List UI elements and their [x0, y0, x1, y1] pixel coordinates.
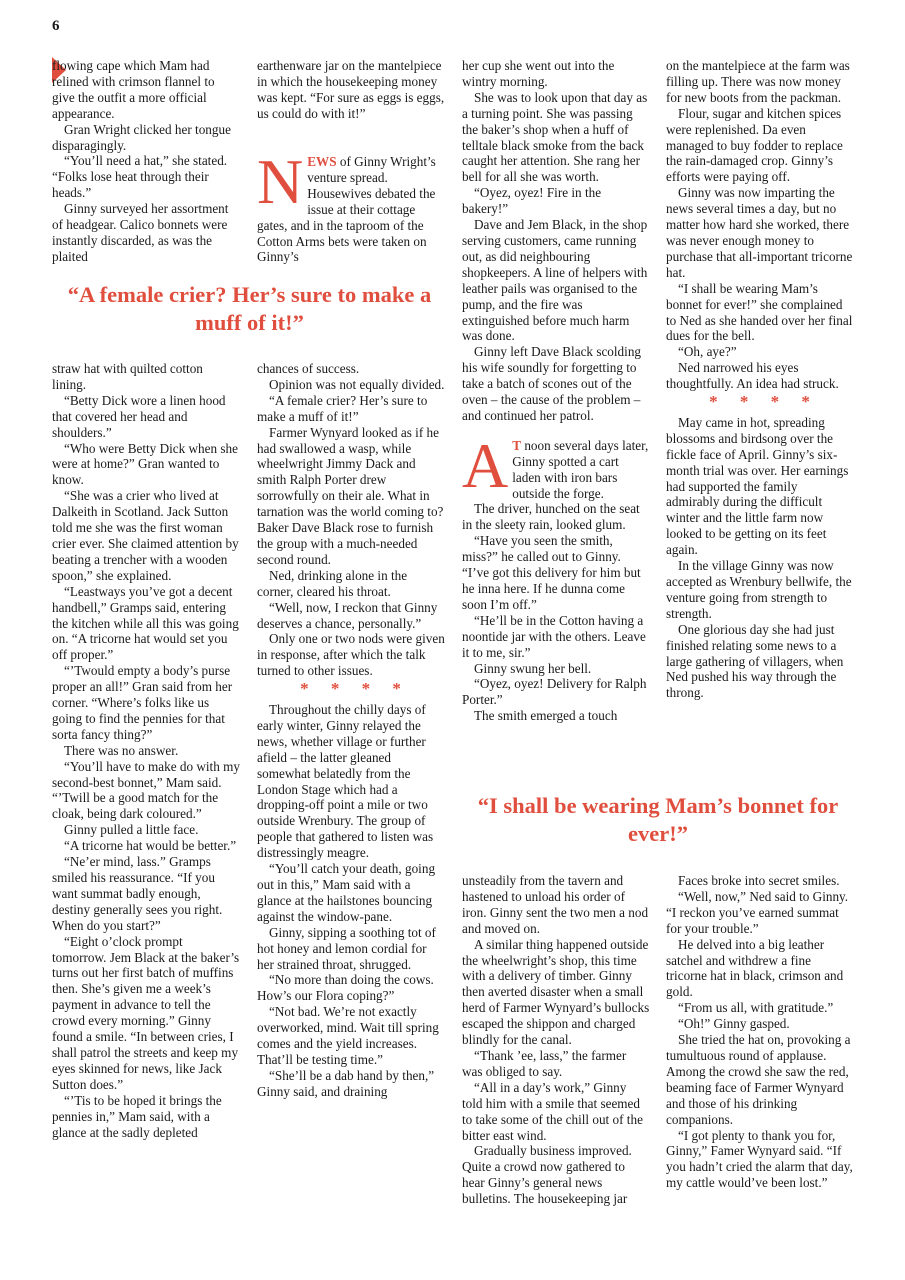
paragraph: Ginny surveyed her assortment of headgear. Calico bonnets were instantly discarded, as was the plaited: [52, 201, 229, 264]
paragraph: Gradually business improved. Quite a crowd now gathered to hear Ginny’s general news bulletins. The housekeeping jar: [462, 1143, 632, 1207]
paragraph: “Betty Dick wore a linen hood that covered her head and shoulders.”: [52, 392, 226, 440]
paragraph: There was no answer.: [64, 742, 179, 758]
paragraph: “He’ll be in the Cotton having a noontide jar with the others. Leave it to me, sir.”: [462, 612, 646, 660]
paragraph: Farmer Wynyard looked as if he had swallowed a wasp, while wheelwright Jimmy Dack and smith Ralph Porter drew sorrowfully on their ale. What in tarnation was the world coming to? Baker Dave Black rose to furnish the group with a much-needed second round.: [257, 424, 444, 567]
paragraph: “I shall be wearing Mam’s bonnet for ever!” she complained to Ned as she handed over her final dues for the bell.: [666, 280, 853, 344]
dropcap-paragraph-2: [462, 429, 650, 502]
paragraph: on the mantelpiece at the farm was filling up. There was now money for new boots from the packman.: [666, 58, 850, 105]
column-4-top: [666, 58, 854, 701]
pull-quote: [52, 281, 447, 337]
column-4-top-text: [666, 58, 854, 392]
paragraph: “Who were Betty Dick when she were at home?” Gran wanted to know.: [52, 440, 238, 488]
paragraph: chances of success.: [257, 361, 360, 376]
paragraph: flowing cape which Mam had relined with crimson flannel to give the outfit a more official appearance.: [52, 58, 215, 121]
column-2-middle-text: [257, 361, 445, 679]
paragraph: “’Twould empty a body’s purse proper an all!” Gran said from her corner. “Where’s folks like us going to find the pennies for that sorta fancy thing?”: [52, 663, 233, 742]
drop-cap-word: EWS: [307, 154, 337, 169]
paragraph: “Oyez, oyez! Fire in the bakery!”: [462, 185, 602, 217]
paragraph: Flour, sugar and kitchen spices were replenished. Da even managed to buy fodder to replace the rain-damaged crop. Ginny’s efforts were paying off.: [666, 105, 843, 185]
column-3-middle-text: [462, 501, 650, 724]
paragraph: “All in a day’s work,” Ginny told him with a smile that seemed to take some of the chill out of the bitter east wind.: [462, 1079, 643, 1143]
paragraph: “’Tis to be hoped it brings the pennies in,” Mam said, with a glance at the sadly depleted: [52, 1092, 222, 1140]
paragraph: “Well, now, I reckon that Ginny deserves a chance, personally.”: [257, 599, 438, 631]
paragraph: One glorious day she had just finished relating some news to a large gathering of villagers, when Ned pushed his way through the throng.: [666, 621, 844, 701]
paragraph: The driver, hunched on the seat in the sleety rain, looked glum.: [462, 501, 640, 533]
pull-quote-2-text: “I shall be wearing Mam’s bonnet for ever!”: [477, 793, 839, 846]
paragraph: Faces broke into secret smiles.: [678, 873, 840, 888]
column-4-middle-text: [666, 415, 854, 701]
section-break-stars-2: * * * *: [709, 392, 819, 412]
paragraph: Ned narrowed his eyes thoughtfully. An idea had struck.: [666, 360, 839, 392]
page-number: 6: [52, 18, 60, 34]
paragraph: “A tricorne hat would be better.”: [64, 838, 237, 854]
paragraph: “Have you seen the smith, miss?” he called out to Ginny. “I’ve got this delivery for him but he inna here. If he dunna come soon I’m off.”: [462, 533, 641, 612]
paragraph: “Thank ’ee, lass,” the farmer was obliged to say.: [462, 1047, 627, 1079]
column-1-top: [52, 58, 240, 265]
paragraph: earthenware jar on the mantelpiece in which the housekeeping money was kept. “For sure as eggs is eggs, us could do with it!”: [257, 58, 445, 121]
paragraph: “Not bad. We’re not exactly overworked, mind. Wait till spring comes and the yield increases. That’ll be testing time.”: [257, 1004, 439, 1067]
paragraph: her cup she went out into the wintry morning.: [462, 58, 615, 89]
paragraph: “Eight o’clock prompt tomorrow. Jem Black at the baker’s turns out her first batch of muffins then. She’s given me a week’s payment in advance to tell the crowd every morning.” Ginny found a smile. “In between cries, I shall patrol the streets and keep my eyes skinned for news, like Jack Sutton does.”: [52, 933, 240, 1092]
paragraph: “Oh, aye?”: [678, 344, 737, 360]
paragraph: “Oh!” Ginny gasped.: [678, 1016, 790, 1032]
paragraph: Throughout the chilly days of early winter, Ginny relayed the news, whether village or further afield – the latter gleaned somewhat belatedly from the London Stage which had a dropping-off point a mile or two outside Wrenbury. The group of people that gathered to listen was distressingly meagre.: [257, 702, 434, 861]
column-2-middle: [257, 361, 445, 1100]
paragraph: Gran Wright clicked her tongue disparagingly.: [52, 121, 231, 153]
paragraph: “You’ll need a hat,” she stated. “Folks lose heat through their heads.”: [52, 153, 228, 201]
paragraph: Ginny pulled a little face.: [64, 822, 199, 838]
paragraph: “She was a crier who lived at Dalkeith in Scotland. Jack Sutton told me she was the first woman crier ever. She claimed attention by beating a trencher with a wooden spoon,” she explained.: [52, 488, 239, 583]
paragraph: She tried the hat on, provoking a tumultuous round of applause. Among the crowd she saw the red, beaming face of Farmer Wynyard and those of his drinking companions.: [666, 1032, 851, 1127]
paragraph: Ginny, sipping a soothing tot of hot honey and lemon cordial for her strained throat, shrugged.: [257, 924, 436, 972]
column-3-bottom: [462, 873, 650, 1207]
dropcap-paragraph-text: of Ginny Wright’s venture spread. Housewives debated the issue at their cottage gates, and in the taproom of the Cotton Arms bets were taken on Ginny’s: [257, 154, 436, 265]
paragraph: “You’ll have to make do with my second-best bonnet,” Mam said. “’Twill be a good match for the cloak, being dark coloured.”: [52, 758, 240, 822]
paragraph: Dave and Jem Black, in the shop serving customers, came running out, as did neighbouring shopkeepers. A line of helpers with leather pails was organised to the pump, and the fire was extinguished before much harm was done.: [462, 217, 648, 344]
paragraph: “A female crier? Her’s sure to make a muff of it!”: [257, 392, 428, 424]
column-3-top-text: [462, 58, 650, 424]
drop-cap-word-2: T: [512, 437, 522, 453]
column-2-top: [257, 58, 445, 122]
paragraph: “You’ll catch your death, going out in this,” Mam said with a glance at the hailstones bouncing against the window-pane.: [257, 861, 436, 924]
column-2-bottom-text: [257, 702, 445, 1100]
column-3-top: [462, 58, 650, 724]
column-1-bottom: [52, 361, 240, 1140]
pull-quote-text: “A female crier? Her’s sure to make a muff of it!”: [67, 282, 432, 335]
paragraph: Ginny was now imparting the news several times a day, but no matter how hard she worked, there was never enough money to purchase that all-important tricorne hat.: [666, 185, 853, 280]
paragraph: In the village Ginny was now accepted as Wrenbury bellwife, the venture going from strength to strength.: [666, 558, 852, 621]
paragraph: “I got plenty to thank you for, Ginny,” Famer Wynyard said. “If you hadn’t cried the alarm that day, my cattle would’ve been lost.”: [666, 1127, 853, 1191]
drop-cap-a: A: [462, 429, 509, 501]
paragraph: “Well, now,” Ned said to Ginny. “I reckon you’ve earned summat for your trouble.”: [666, 888, 849, 936]
column-4-bottom: [666, 873, 854, 1191]
paragraph: “Leastways you’ve got a decent handbell,” Gramps said, entering the kitchen while all this was going on. “A tricorne hat would set you off proper.”: [52, 583, 239, 663]
paragraph: “Ne’er mind, lass.” Gramps smiled his reassurance. “If you want summat badly enough, destiny generally sees you right. When do you start?”: [52, 854, 223, 933]
paragraph: “Oyez, oyez! Delivery for Ralph Porter.”: [462, 676, 647, 708]
paragraph: A similar thing happened outside the wheelwright’s shop, this time with a delivery of timber. Ginny then averted disaster when a small herd of Farmer Wynyard’s bullocks escaped the shippon and charged blindly for the canal.: [462, 936, 650, 1048]
paragraph: He delved into a big leather satchel and withdrew a fine tricorne hat in black, crimson and gold.: [666, 936, 844, 1000]
section-break-stars: * * * *: [300, 679, 410, 699]
dropcap-paragraph: [257, 146, 445, 265]
paragraph: Opinion was not equally divided.: [269, 376, 445, 392]
paragraph: Ned, drinking alone in the corner, cleared his throat.: [257, 567, 408, 599]
drop-cap-n: N: [257, 146, 304, 217]
paragraph: Ginny swung her bell.: [474, 660, 592, 676]
paragraph: May came in hot, spreading blossoms and birdsong over the fickle face of April. Ginny’s six-month trial was over. Her earnings had supported the family admirably during the difficult winter and the little farm now looked to be getting on its feet again.: [666, 414, 849, 558]
column-2-dropcap-para: [257, 146, 445, 265]
paragraph: Ginny left Dave Black scolding his wife soundly for forgetting to take a batch of scones out of the oven – the cause of the problem – and continued her patrol.: [462, 344, 642, 423]
paragraph: “She’ll be a dab hand by then,” Ginny said, and draining: [257, 1067, 435, 1099]
paragraph: “From us all, with gratitude.”: [678, 1000, 834, 1016]
paragraph: She was to look upon that day as a turning point. She was passing the baker’s shop when a huff of telltale black smoke from the back caught her attention. She rang her bell for all she was worth.: [462, 89, 648, 185]
pull-quote-2: [462, 792, 854, 848]
dropcap-paragraph-2-text: noon several days later, Ginny spotted a cart laden with iron bars outside the forge.: [512, 437, 649, 501]
paragraph: “No more than doing the cows. How’s our Flora coping?”: [257, 972, 434, 1004]
paragraph: unsteadily from the tavern and hastened to unload his order of iron. Ginny sent the two men a nod and moved on.: [462, 873, 649, 936]
paragraph: straw hat with quilted cotton lining.: [52, 361, 203, 392]
paragraph: Only one or two nods were given in response, after which the talk turned to other issues.: [257, 631, 445, 679]
paragraph: The smith emerged a touch: [474, 708, 618, 724]
